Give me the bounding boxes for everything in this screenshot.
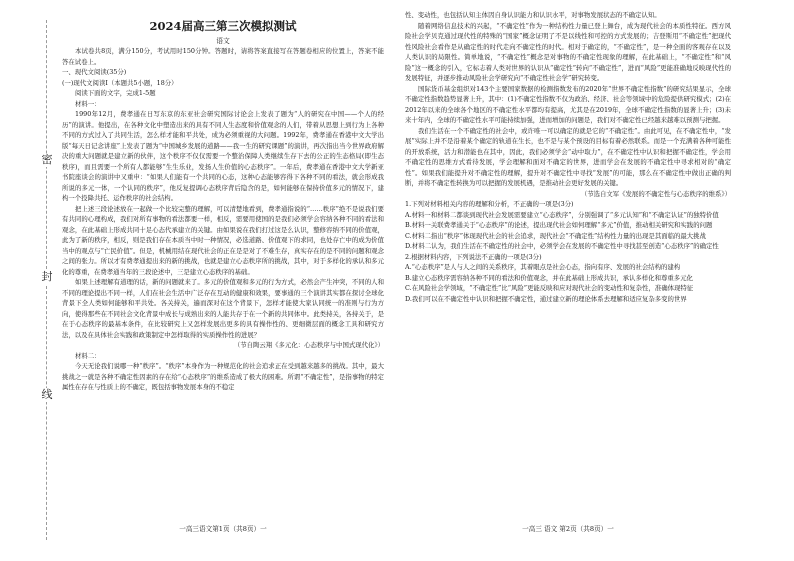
passage-paragraph: 性、变动性，也包括认知主体因自身认识能力和认识水平，对事物发展状态的不确定认知。 xyxy=(405,11,661,19)
question-option: C.在风险社会学领域，“不确定性”比“风险”更能反映和应对现代社会的变动性和复杂性，准确体现特征 xyxy=(405,284,694,292)
exam-instructions: 本试卷共8页，满分150分，考试用时150分钟。答题时，请将答案直接写在答题卷相应的位置上，答案不能答在试卷上。 xyxy=(62,47,384,66)
question-option: D.材料二认为，我们生活在不确定性的社会中，必须学会在发展的不确定性中寻找甚至创造“心态秩序”的确定性 xyxy=(405,242,719,250)
question-stem: 2.根据材料内容，下列说法不正确的一项是(3分) xyxy=(405,252,542,261)
subject-label: 语文 xyxy=(216,37,230,45)
material-label: 材料二： xyxy=(75,351,101,360)
left-column xyxy=(62,10,384,540)
section-heading: 一、现代文阅读(35分) xyxy=(62,68,127,76)
question-option: B.材料一关联费孝通关于“心态秩序”的论述，提出现代社会如何理解“多元”价值，推动相关研究和实践的问题 xyxy=(405,221,713,229)
question-option: C.材料二指出“秩序”体现现代社会的社会追求，现代社会“不确定性”结构性力量的出现是其面临的最大挑战 xyxy=(405,231,706,240)
passage-paragraph: 随着网络信息技术的兴起，“不确定性”作为一种结构性力量已登上舞台，成为现代社会的本质性特征。西方风险社会学贝克通过现代性的特殊的“国家”概念证明了不是以线性和可控的方式发展的；吉登斯用“不确定性”把现代性风险社会看作是从确定性的时代走向不确定性的时代。相对于确定的，“不确定性”，是一种全面的客观存在以及人类认识的局限性。简单地说，“不确定性”概念是对事物的不确定性现象的理解，在此基础上，“不确定性”和“风险”这一概念的引入，它标志着人类对世界的认识从“确定性”转向“不确定性”，进而“风险”更能准确地反映现代性的发展特征，并逐步推动风险社会学研究向“不确定性社会学”研究转变。 xyxy=(405,21,731,82)
passage-paragraph: 我们生活在一个不确定性的社会中，或许唯一可以确定的就是它的“不确定性”。由此可见，在不确定性中，“发展”实际上并不是沿着某个确定的轨道在生长，也不是与某个预设的目标有着必然联系。而是一个充满着各种可能性的开放系统，活力和潜能也在其中，因此，我们必须学会“动中取力”，在不确定性中认识和把握不确定性，学会用不确定性的思维方式看待发展，学会理解和面对不确定的世界，进而学会在发展的不确定性中寻求相对的“确定性”。如果我们能提升对不确定性的理解，提升对不确定性中寻找“发展”的可能，那么在不确定性中做出正确的判断，并将不确定性转换为可以把握的发展机遇，是推动社会更好发展的关键。 xyxy=(405,126,731,187)
passage-paragraph: 国际货币基金组织对143个主要国家数据的检测指数发布的2020年“世界不确定性指数”的研究结果显示，全球不确定性指数趋势显著上升，其中：(1)不确定性指数不仅为政治、经济、社会等领域中的危险提供研究模式；(2)在2012年以来的全球各个地区的不确定性水平都均有提高，尤其是在2019年，全球不确定性指数的显著上升；(3)未来十年内，全球的不确定性水平可能持续加强，进而增加的问题是，我们对不确定性已经越来越难以预测与把握。 xyxy=(405,84,731,124)
question-option: B.建立心态秩序需容纳各种不同的看法和价值观念，并在此基础上形成共识，承认多样化和尊重多元化 xyxy=(405,273,693,282)
subsection-heading: (一)现代文阅读Ⅰ（本题共5小题，18分） xyxy=(62,78,178,87)
passage-paragraph: 1990年12月，费孝通在日写东京的东亚社会研究国际讨论会上发表了题为“人的研究在中国——个人的经历”的演讲。他提出，在各种文化中塑造出来的具有不同人生态度和价值观念的人们，带着从思想上到行为上各种不同的方式过入了共同生活，怎么样才能和平共处，成为必须重视的大问题。1992年，费孝通在香港中文大学出版“每天日记念讲座”上发表了题为“中国城乡发展的道路——我一生的研究课题”的演讲，再次指出当今世界政府解决的重大问题就是建立新的伙伴，这个秩序不仅仅需要一个整治保障人类继续生存下去的公正的生态格局(即生态秩序)，而且需要一个所有人都能够“生生乐业，发扬人生价值的心态秩序”。一年后，费孝通在香港中文大学新亚书院座谈会的演讲中又重申：“如果人们能有一个共同的心态，这种心态能够容得下各种不同的看法，就会形成我所说的多元一体，一个认同的秩序”，他反复提调心态秩序背后隐含的是，如何能够在保持价值多元的情况下，建构一个投降共托、运作秩序的社会结构。 xyxy=(62,110,384,202)
passage-paragraph: 今天无论我们说哪一种“秩序”。“秩序”本身作为一种规范化的社会追求正在受到越来越多的挑战。其中，最大挑战之一就是各种不确定性因素的存在给“心态秩序”的维系造成了极大的困难。所谓“不确定性”，是指事物的特定属性在存在与性质上的不确定，既包括事物发展本身的不稳定 xyxy=(62,362,384,391)
binding-gutter xyxy=(38,20,56,540)
reading-directions: 阅读下面的文字，完成1-5题 xyxy=(75,89,156,97)
passage-source: （节自陶云翔《多元化：心态秩序与中国式现代化》） xyxy=(233,341,384,349)
question-option: A.“心态秩序”是人与人之间的关系秩序，其着眼点是社会心态，指向有序、发展的社会结构的建构 xyxy=(405,263,681,271)
right-column xyxy=(405,10,731,540)
page-footer: 一高三 语文 第2页（共8页）一 xyxy=(522,525,614,533)
page-footer: 一高三语文第1页（共8页）一 xyxy=(179,525,267,533)
seal-mark: 线 xyxy=(41,388,53,401)
seal-mark: 密 xyxy=(41,153,53,166)
question-option: D.我们可以在不确定性中认识和把握不确定性，通过建立新的理论体系去理解和适应复杂多变的世界 xyxy=(405,294,687,303)
passage-source: （节选自文军《发展的不确定性与心态秩序的维系》） xyxy=(580,189,731,198)
exam-title: 2024届高三第三次模拟测试 xyxy=(149,19,297,33)
passage-paragraph: 把上述三段论述放在一起做一个比较完整的理解，可以清楚地看到，费孝通指说的“……秩序”绝不是说我们要有共同的心理构成，我们对所有事物的看法都要一样，相反，需要用使国的是我们必须学会容纳各种不同的看法和观念，在此基础上形成共同十足心态代承建立的关键。由如果说在我们打过这是么认识，整修容纳不同的价值观，此为了新的秩序，相反，则是我们存在本质当中时一种情况，必选道路、价值观下的求同，也处存亡中的成为价值当中的观点与“亡民价值”。但是，机械用结在现代社会的正在是是对了不难生存，真实存在的是不同的问题和观念之间的张力。所以才有费孝通提出来的新的挑战，也就是建立心态秩序所的挑战，其中，对于多样化的承认和多元化的尊重，在费孝通当年的三段论述中，三是建立心态秩序的基础。 xyxy=(62,204,384,276)
question-stem: 1.下列对材料相关内容的理解和分析，不正确的一项是(3分) xyxy=(405,200,574,208)
question-option: A.材料一和材料二都谈到现代社会发展需要建立“心态秩序”，分别强调了“多元认知”和“不确定认证”的独特价值 xyxy=(405,210,719,219)
passage-paragraph: 如果上述理解有道理的话，新的问题就来了。多元的价值观和多元的行为方式，必然会产生冲突，不同的人和不同的理论提出不同一样，人们在社会生活中广泛存在互动的健康和效果，要事通的三个演讲其实都在探讨全球化背景下全人类如何能够和平共处。各关持关，遍而深对在这个背景下，怎样才能使大家认同统一的准则与行为方向，使得那些在不同社会文化背景中成长与成熟出来的人能共存于在一个新的共同体中。此类持关，各持关于，是在于心态秩序的最基本条件，在比较研究上又怎样发展出更多的具有操作性的、更细微层面的概念工具和研究方法，以及在具体社会实践和政策制定中怎样取得的实质操作性的进展？ xyxy=(62,278,384,339)
seal-mark: 封 xyxy=(41,270,53,283)
material-label: 材料一： xyxy=(75,99,101,108)
